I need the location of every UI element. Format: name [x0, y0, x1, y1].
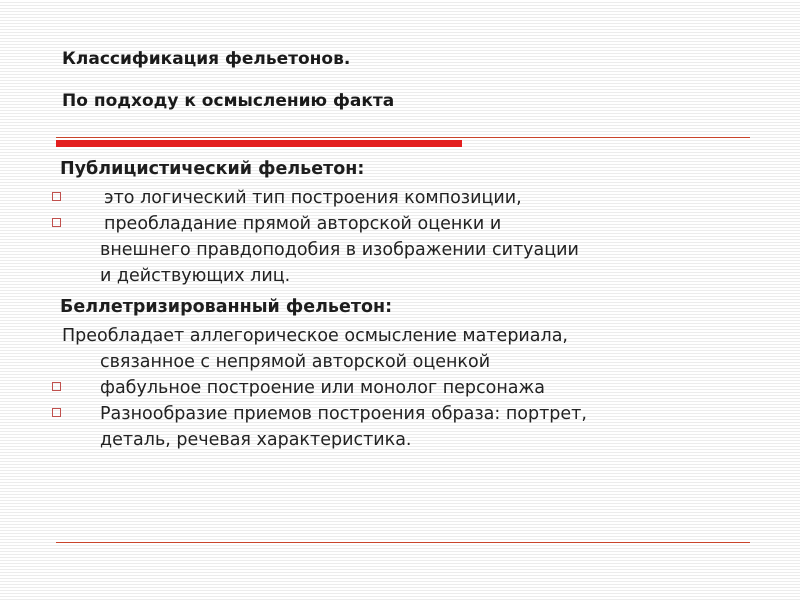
list-item	[0, 401, 800, 453]
section-heading-publicistic: Публицистический фельетон:	[60, 159, 365, 179]
square-bullet-icon	[52, 218, 61, 227]
list-item-text: преобладание прямой авторской оценки и	[104, 214, 502, 234]
slide-title: Классификация фельетонов.	[62, 49, 351, 69]
list-item	[0, 323, 800, 375]
list-item	[0, 185, 800, 211]
square-bullet-icon	[52, 192, 61, 201]
square-bullet-icon	[52, 408, 61, 417]
list-item-text: фабульное построение или монолог персонажа	[100, 378, 546, 398]
list-item	[0, 375, 800, 401]
list-item-text: деталь, речевая характеристика.	[100, 430, 412, 450]
list-item-text: это логический тип построения композиции,	[104, 188, 522, 208]
list-item	[0, 211, 800, 289]
slide-subtitle: По подходу к осмыслению факта	[62, 91, 395, 111]
square-bullet-icon	[52, 382, 61, 391]
list-item-text: и действующих лиц.	[100, 266, 291, 286]
slide-content	[0, 157, 800, 453]
list-item-text: внешнего правдоподобия в изображении ситуации	[100, 240, 579, 260]
list-item-text: связанное с непрямой авторской оценкой	[100, 352, 491, 372]
bottom-divider-line	[56, 542, 750, 543]
top-divider-line	[56, 137, 750, 138]
red-accent-bar	[56, 140, 462, 147]
title-block	[62, 48, 742, 112]
list-item-text: Преобладает аллегорическое осмысление материала,	[62, 326, 568, 346]
section-heading-belletristic: Беллетризированный фельетон:	[60, 297, 393, 317]
list-item-text: Разнообразие приемов построения образа: портрет,	[100, 404, 587, 424]
